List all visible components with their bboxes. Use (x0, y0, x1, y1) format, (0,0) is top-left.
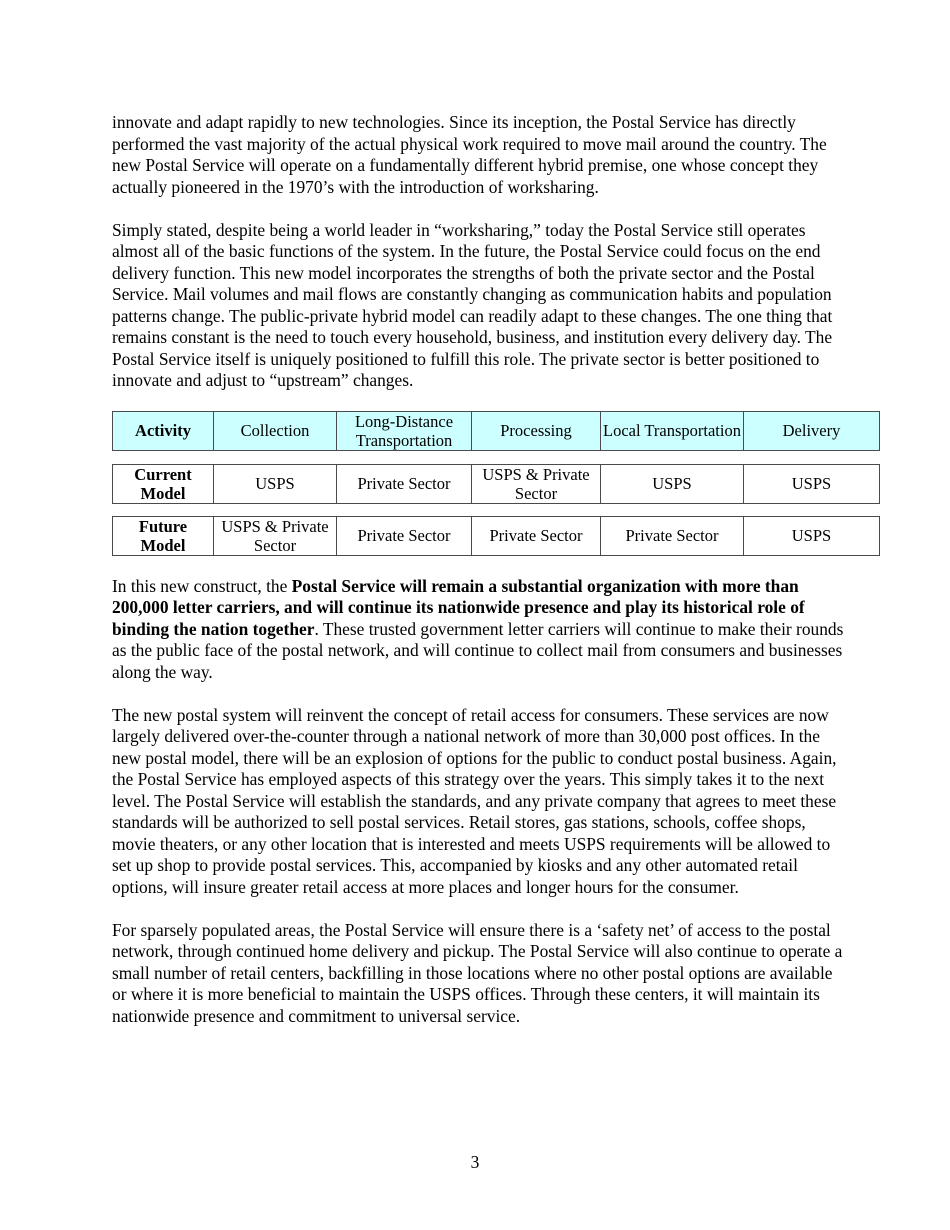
current-delivery: USPS (744, 464, 880, 503)
paragraph-innovate: innovate and adapt rapidly to new technologies. Since its inception, the Postal Service has directly performed the vast majority of the actual physical work required to move mail around the country. The new Postal Service will operate on a fundamentally different hybrid premise, one whose concept they actually pioneered in the 1970’s with the introduction of worksharing. (112, 112, 827, 197)
activity-local-transportation: Local Transportation (601, 411, 744, 450)
future-model-row (112, 516, 880, 556)
future-local-transportation: Private Sector (601, 516, 744, 555)
future-collection: USPS & Private Sector (214, 516, 337, 555)
paragraph-retail-access: The new postal system will reinvent the concept of retail access for consumers. These services are now largely delivered over-the-counter through a national network of more than 30,000 post offices. In the new postal model, there will be an explosion of options for the public to conduct postal business. Again, the Postal Service has employed aspects of this strategy over the years. This simply takes it to the next level. The Postal Service will establish the standards, and any private company that agrees to meet these standards will be authorized to sell postal services. Retail stores, gas stations, schools, coffee shops, movie theaters, or any other location that is interested and meets USPS requirements will be allowed to set up shop to provide postal services. This, accompanied by kiosks and any other automated retail options, will insure greater retail access at more places and longer hours for the consumer. (112, 704, 837, 897)
future-model-label: Future Model (113, 516, 214, 555)
paragraph-new-construct (112, 576, 847, 684)
paragraph-sparsely-populated: For sparsely populated areas, the Postal Service will ensure there is a ‘safety net’ of access to the postal network, through continued home delivery and pickup. The Postal Service will also continue to operate a small number of retail centers, backfilling in those locations where no other postal options are available or where it is more beneficial to maintain the USPS offices. Through these centers, it will maintain its nationwide presence and commitment to universal service. (112, 919, 843, 1026)
future-long-distance: Private Sector (337, 516, 472, 555)
current-long-distance: Private Sector (337, 464, 472, 503)
current-model-row (112, 464, 880, 504)
new-construct-rest: . These trusted government letter carriers will continue to make their rounds as the public face of the postal network, and will continue to collect mail from consumers and businesses along the way. (112, 618, 844, 682)
future-processing: Private Sector (472, 516, 601, 555)
current-local-transportation: USPS (601, 464, 744, 503)
document-page (112, 112, 847, 1027)
activity-delivery: Delivery (744, 411, 880, 450)
activity-long-distance: Long-Distance Transportation (337, 411, 472, 450)
paragraph-simply-stated: Simply stated, despite being a world leader in “worksharing,” today the Postal Service still operates almost all of the basic functions of the system. In the future, the Postal Service could focus on the end delivery function. This new model incorporates the strengths of both the private sector and the Postal Service. Mail volumes and mail flows are constantly changing as communication habits and population patterns change. The public-private hybrid model can readily adapt to these changes. The one thing that remains constant is the need to touch every household, business, and institution every delivery day. The Postal Service itself is uniquely positioned to fulfill this role. The private sector is better positioned to innovate and adjust to “upstream” changes. (112, 219, 833, 390)
current-processing: USPS & Private Sector (472, 464, 601, 503)
activity-processing: Processing (472, 411, 601, 450)
future-delivery: USPS (744, 516, 880, 555)
current-collection: USPS (214, 464, 337, 503)
new-construct-intro: In this new construct, the (112, 575, 292, 596)
current-model-label: Current Model (113, 464, 214, 503)
activity-label: Activity (113, 411, 214, 450)
new-construct-bold: Postal Service will remain a substantial organization with more than 200,000 letter carriers, and will continue its nationwide presence and play its historical role of binding the nation together (112, 575, 805, 639)
page-number: 3 (470, 1152, 480, 1172)
activity-header-row (112, 411, 880, 451)
activity-collection: Collection (214, 411, 337, 450)
